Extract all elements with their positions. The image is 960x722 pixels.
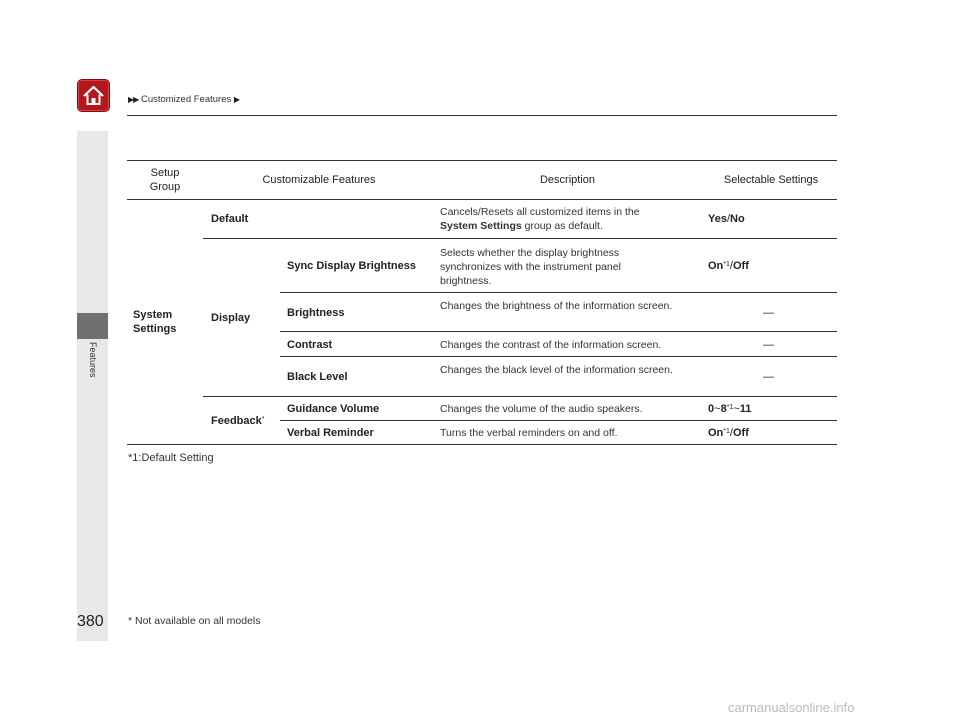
row-rule <box>203 396 837 397</box>
feature-default: Default <box>211 213 249 225</box>
sidebar-tab-features[interactable] <box>77 313 108 339</box>
description-default: Cancels/Resets all customized items in the System Settings group as default. <box>440 206 640 232</box>
description-guidance-volume: Changes the volume of the audio speakers. <box>440 403 643 415</box>
description-contrast: Changes the contrast of the information screen. <box>440 339 662 351</box>
sidebar-strip <box>77 131 108 641</box>
home-button[interactable] <box>77 79 110 112</box>
row-rule <box>203 238 837 239</box>
setting-guidance-volume: 0~8$^{*1}$~11 <box>708 403 752 415</box>
group-system-settings: System Settings <box>133 309 177 335</box>
breadcrumb <box>128 94 239 105</box>
table-top-rule <box>127 160 837 161</box>
setting-verbal-reminder: On$^{*1}$/Off <box>708 427 749 439</box>
header-features: Customizable Features <box>262 174 376 186</box>
breadcrumb-arrow-icon: ▶▶ <box>128 95 139 104</box>
feature-brightness: Brightness <box>287 307 345 319</box>
feature-display: Display <box>211 312 251 324</box>
setting-contrast: — <box>763 339 774 351</box>
setting-brightness: — <box>763 307 774 319</box>
breadcrumb-arrow-icon: ▶ <box>233 95 240 104</box>
row-rule <box>280 420 837 421</box>
setting-default: Yes/No <box>708 213 745 225</box>
feature-contrast: Contrast <box>287 339 333 351</box>
header-rule <box>127 115 837 116</box>
breadcrumb-link[interactable]: Customized Features <box>140 94 232 105</box>
home-icon <box>81 83 106 108</box>
feature-guidance-volume: Guidance Volume <box>287 403 380 415</box>
description-sync-display-brightness: Selects whether the display brightness synchronizes with the instrument panel brightness. <box>440 247 621 287</box>
watermark: carmanualsonline.info <box>728 700 855 715</box>
feature-black-level: Black Level <box>287 371 348 383</box>
header-description: Description <box>539 174 596 186</box>
header-bottom-rule <box>127 199 837 200</box>
row-rule <box>280 331 837 332</box>
header-settings: Selectable Settings <box>723 174 819 186</box>
sidebar-label: Features <box>88 342 98 378</box>
setting-sync-display-brightness: On$^{*1}$/Off <box>708 260 749 272</box>
table-bottom-rule <box>127 444 837 445</box>
row-rule <box>280 356 837 357</box>
feature-feedback: Feedback* <box>211 415 265 427</box>
header-setup-group: Setup Group <box>149 167 181 193</box>
description-brightness: Changes the brightness of the information screen. <box>440 300 673 312</box>
description-black-level: Changes the black level of the information screen. <box>440 364 673 376</box>
default-setting-note: *1:Default Setting <box>128 452 214 464</box>
description-verbal-reminder: Turns the verbal reminders on and off. <box>440 427 618 439</box>
row-rule <box>280 292 837 293</box>
page-number: 380 <box>77 613 104 630</box>
feature-sync-display-brightness: Sync Display Brightness <box>287 260 416 272</box>
footnote: * Not available on all models <box>128 615 261 627</box>
feature-verbal-reminder: Verbal Reminder <box>287 427 374 439</box>
setting-black-level: — <box>763 371 774 383</box>
